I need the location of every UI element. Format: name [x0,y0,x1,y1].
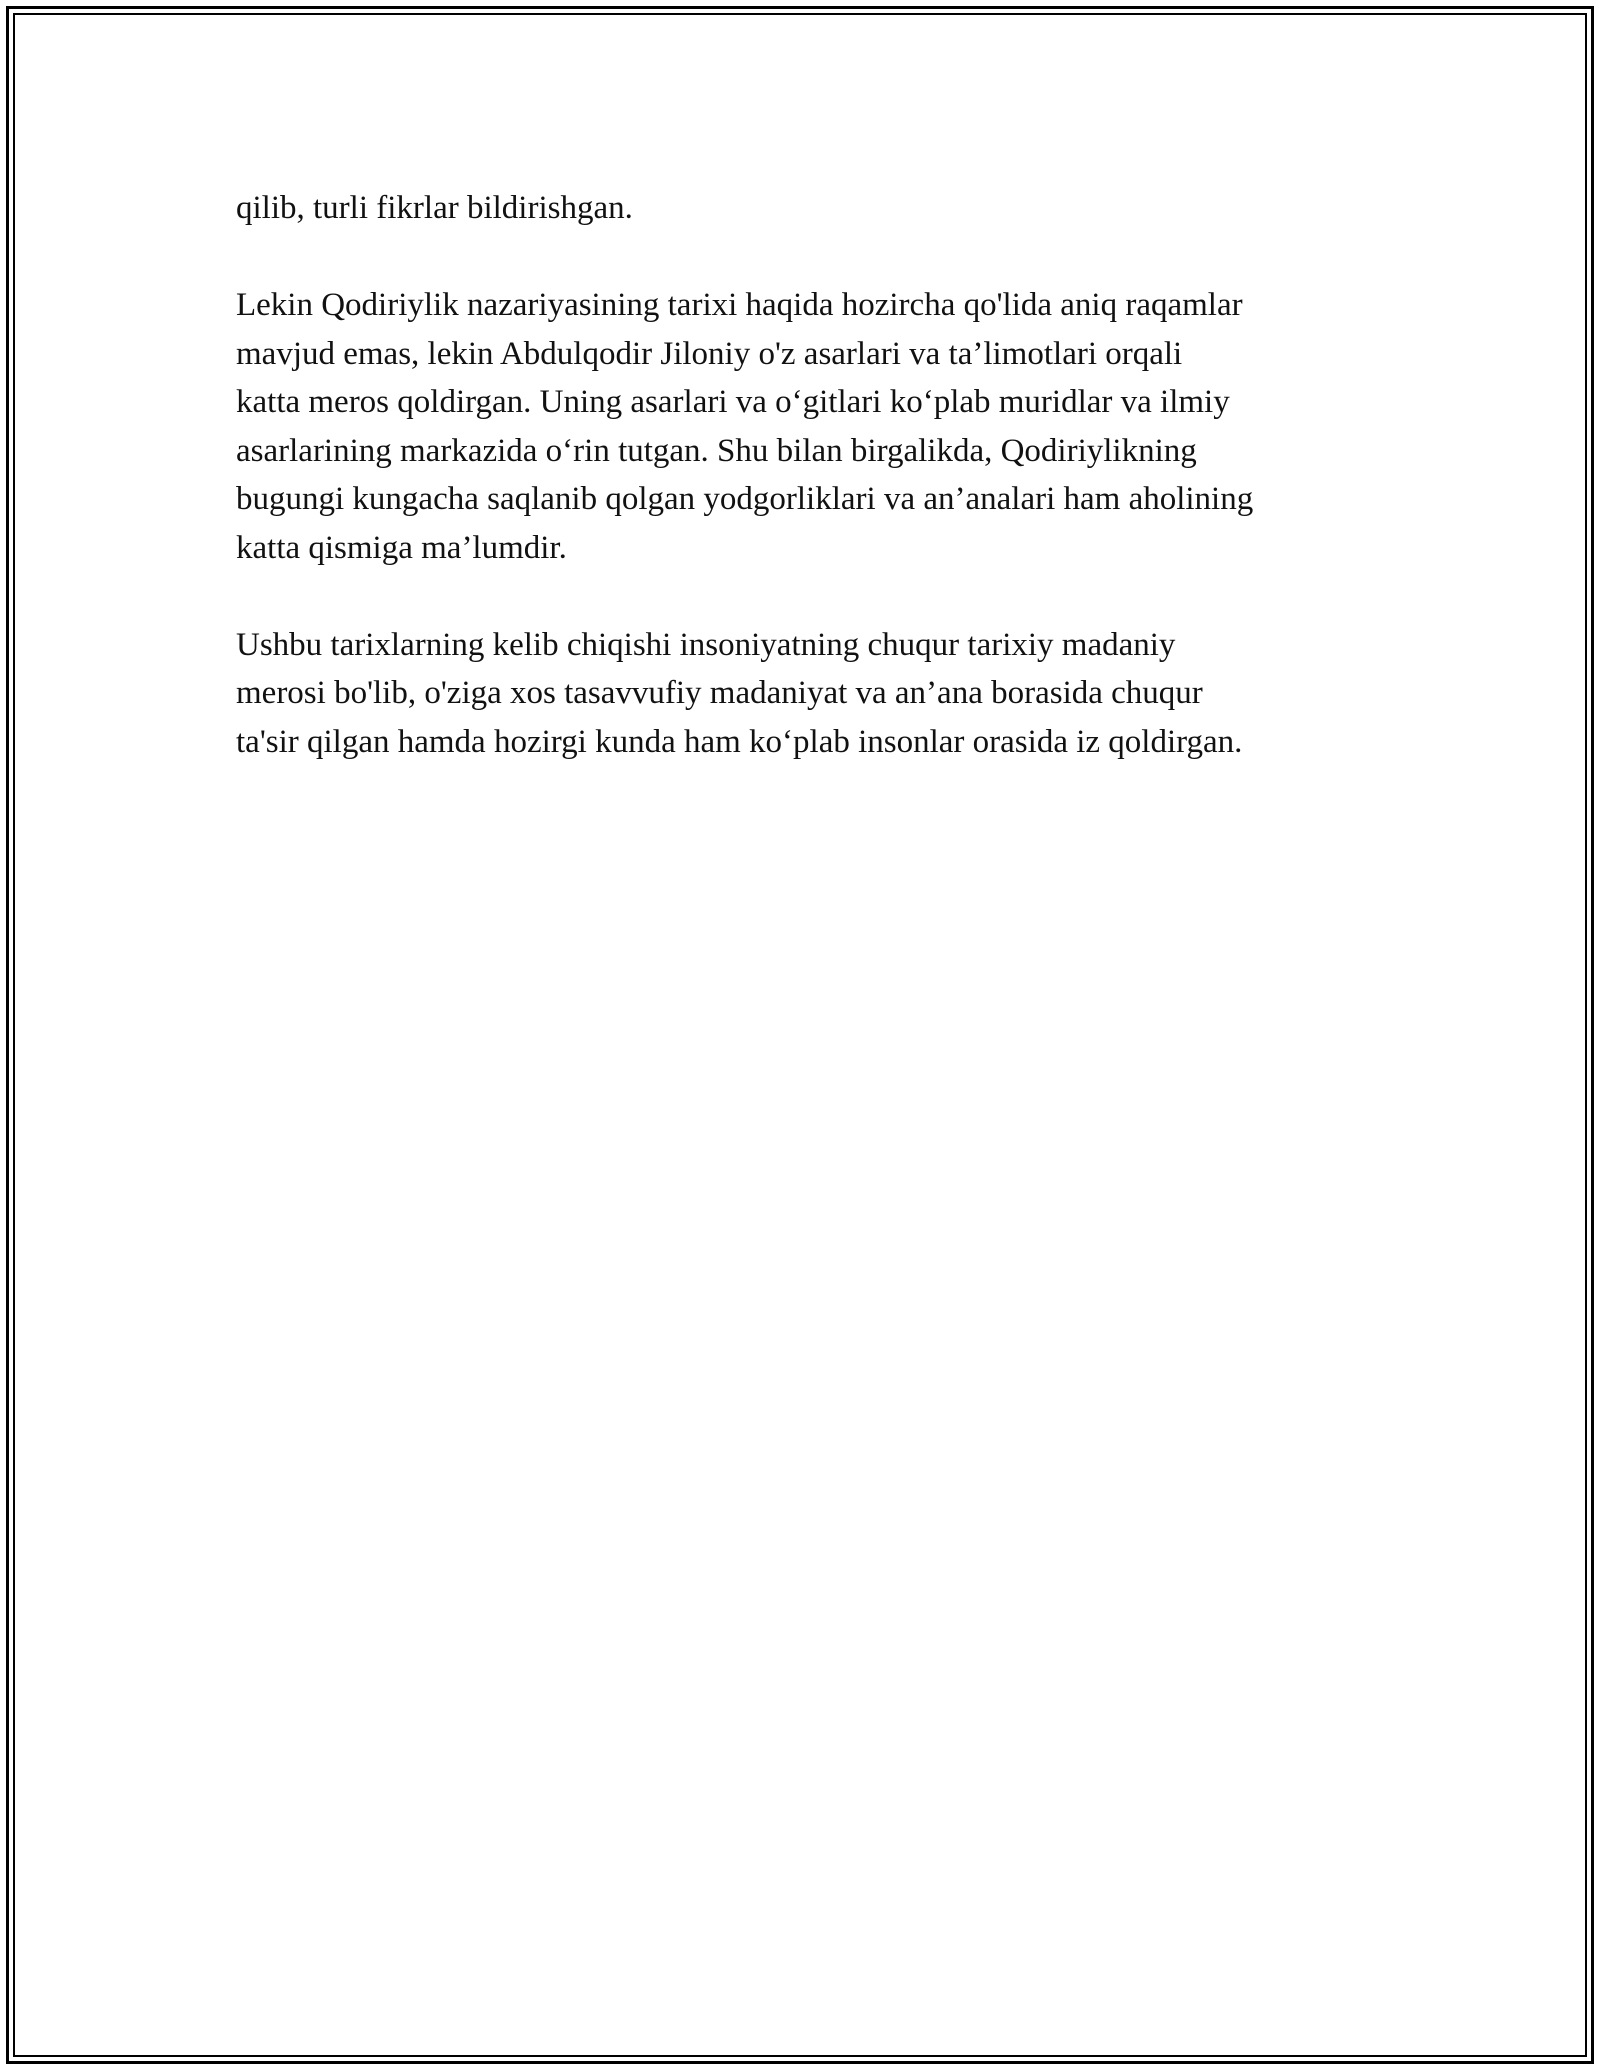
text-line: katta meros qoldirgan. Uning asarlari va o‘gitlari ko‘plab muridlar va ilmiy [236,384,1230,420]
text-line: katta qismiga ma’lumdir. [236,529,567,566]
paragraph-1 [236,184,1386,233]
text-line: qilib, turli fikrlar bildirishgan. [236,190,633,226]
text-line: Ushbu tarixlarning kelib chiqishi insoniyatning chuqur tarixiy madaniy [236,626,1176,663]
text-line: mavjud emas, lekin Abdulqodir Jiloniy o'z asarlari va ta’limotlari orqali [236,335,1183,372]
text-line: ta'sir qilgan hamda hozirgi kunda ham ko‘plab insonlar orasida iz qoldirgan. [236,723,1243,760]
paragraph-2 [236,281,1386,572]
text-line: bugungi kungacha saqlanib qolgan yodgorliklari va an’analari ham aholining [236,481,1254,517]
paragraph-3 [236,621,1386,767]
text-line: Lekin Qodiriylik nazariyasining tarixi haqida hozircha qo'lida aniq raqamlar [236,287,1243,323]
page-body [236,184,1386,766]
text-line: merosi bo'lib, o'ziga xos tasavvufiy madaniyat va an’ana borasida chuqur [236,675,1203,711]
text-line: asarlarining markazida o‘rin tutgan. Shu bilan birgalikda, Qodiriylikning [236,432,1197,469]
